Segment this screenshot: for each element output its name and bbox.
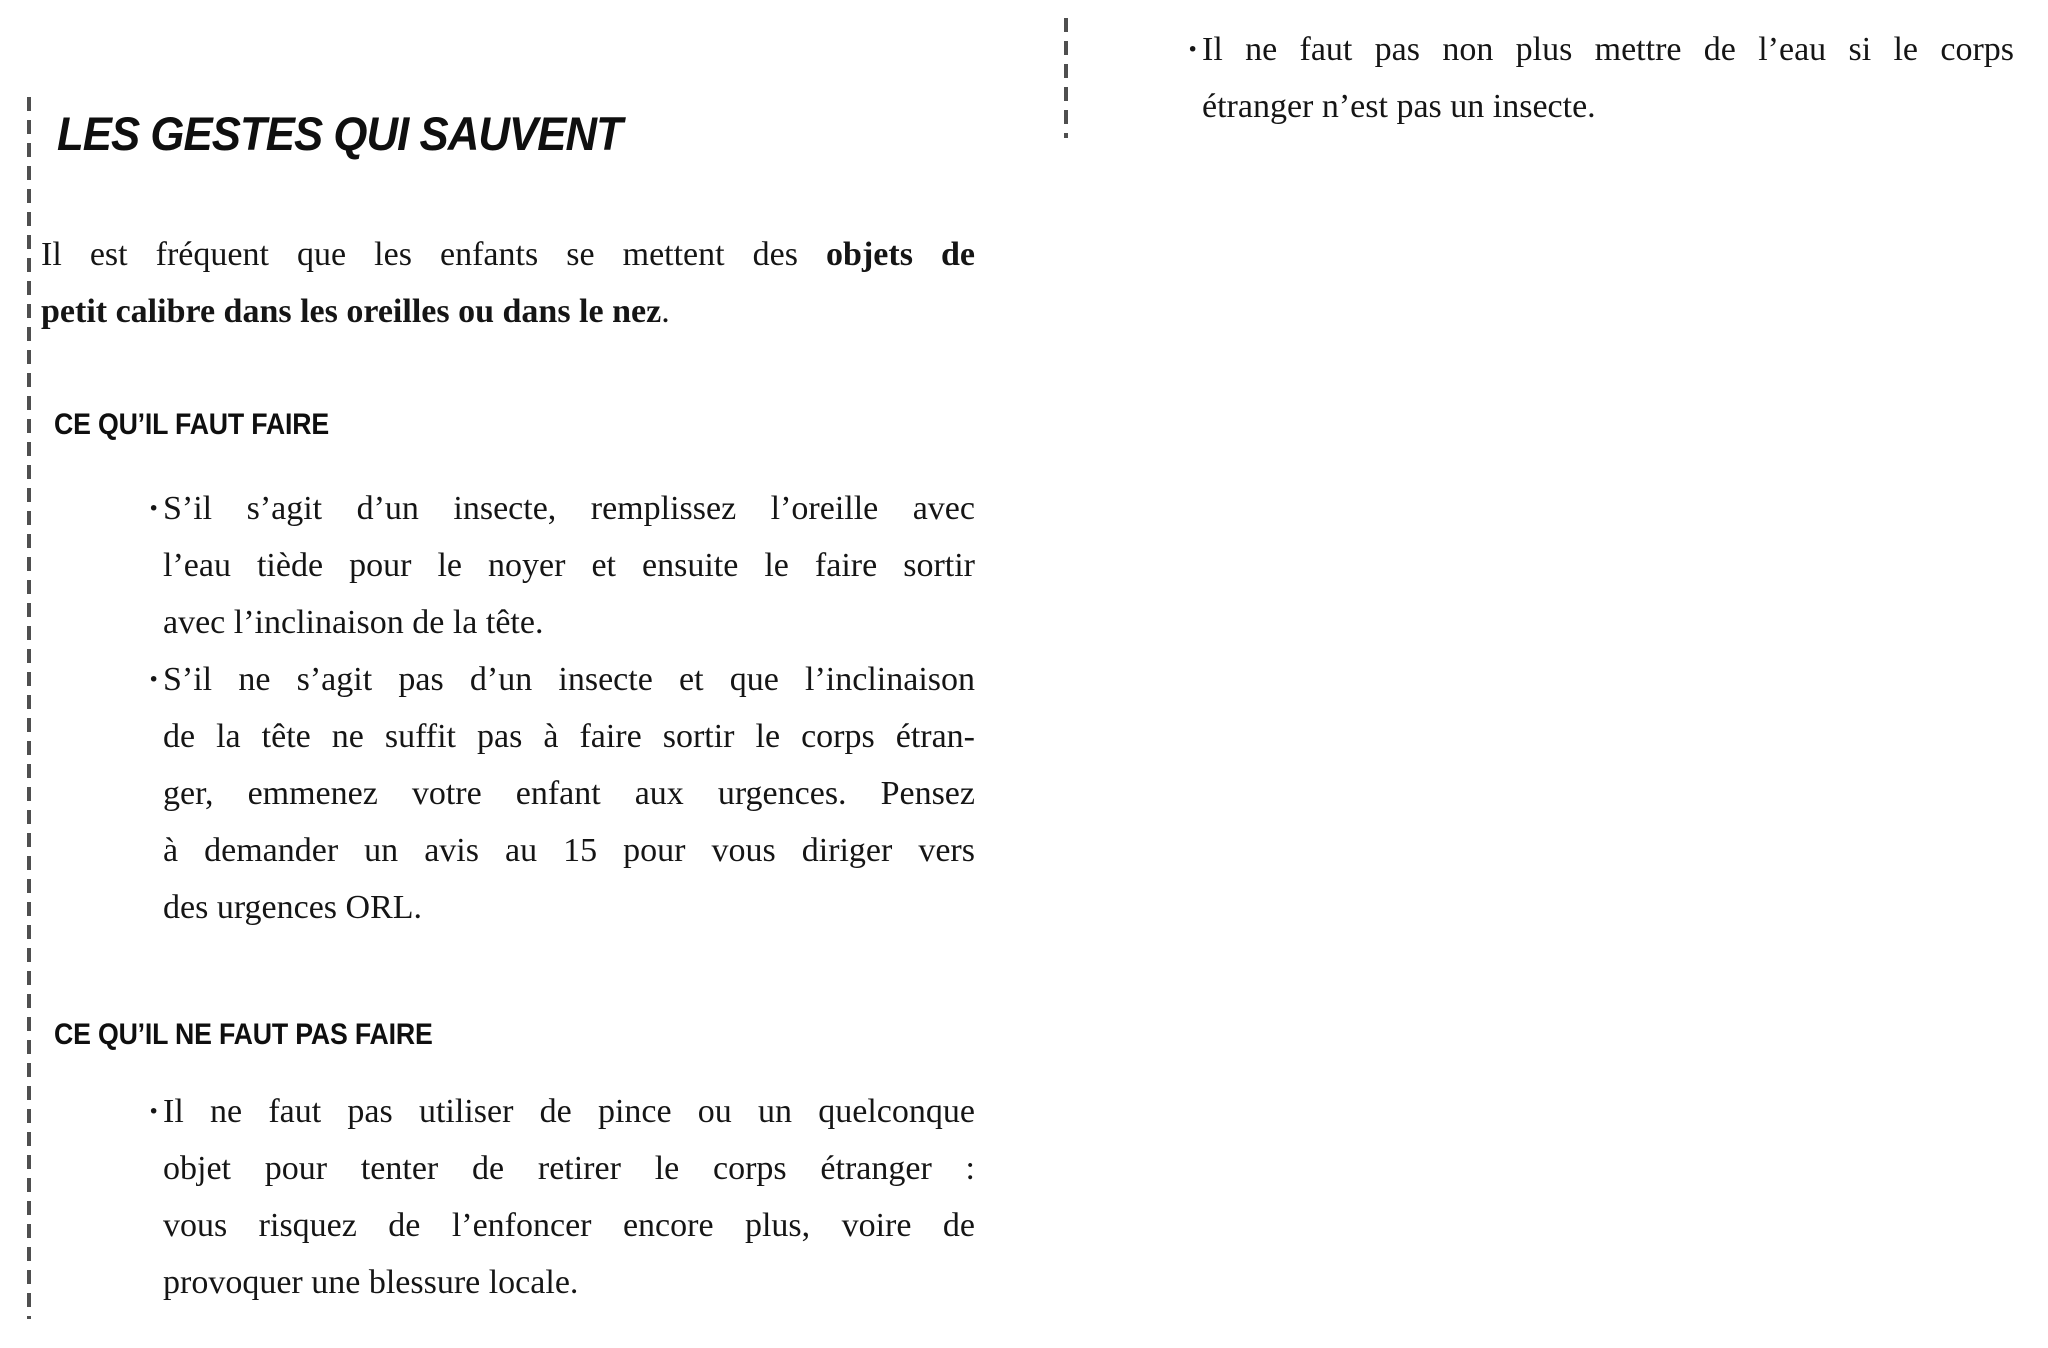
list-item-line: vous risquez de l’enfoncer encore plus, voire de <box>163 1207 975 1244</box>
list-item-line: étranger n’est pas un insecte. <box>1202 88 1596 125</box>
left-section-dashed-border <box>27 97 31 1319</box>
list-item-line: Il ne faut pas non plus mettre de l’eau si le corps <box>1202 31 2014 68</box>
list-item-continuation <box>1080 21 2014 135</box>
list-item-line: S’il ne s’agit pas d’un insecte et que l’inclinaison <box>163 661 975 698</box>
heading-what-to-do: CE QU’IL FAUT FAIRE <box>54 408 330 441</box>
list-item <box>41 480 975 651</box>
intro-line-2-bold: petit calibre dans les oreilles ou dans le nez <box>41 293 662 330</box>
left-column <box>41 0 975 1311</box>
list-item-line: avec l’inclinaison de la tête. <box>163 604 544 641</box>
list-item <box>41 651 975 936</box>
right-column <box>1080 21 2014 135</box>
list-item-line: Il ne faut pas utiliser de pince ou un quelconque <box>163 1093 975 1130</box>
what-not-to-do-list <box>41 1083 975 1311</box>
list-item-line: de la tête ne suffit pas à faire sortir le corps étran- <box>163 718 975 755</box>
bullet-icon: · <box>148 490 160 527</box>
page-title: LES GESTES QUI SAUVENT <box>57 107 622 160</box>
list-item-line: provoquer une blessure locale. <box>163 1264 579 1301</box>
what-to-do-list <box>41 480 975 936</box>
intro-line-2-period: . <box>661 293 670 330</box>
right-section-dashed-border <box>1064 18 1068 138</box>
list-item-line: objet pour tenter de retirer le corps étranger : <box>163 1150 975 1187</box>
list-item-line: des urgences ORL. <box>163 889 423 926</box>
intro-line-1 <box>41 226 975 283</box>
intro-paragraph <box>41 226 975 340</box>
list-item-line: l’eau tiède pour le noyer et ensuite le faire sortir <box>163 547 975 584</box>
list-item-line: à demander un avis au 15 pour vous diriger vers <box>163 832 975 869</box>
bullet-icon: · <box>148 1093 160 1130</box>
bullet-icon: · <box>1187 31 1199 68</box>
heading-what-not-to-do: CE QU’IL NE FAUT PAS FAIRE <box>54 1018 433 1051</box>
intro-line-1-bold: objets de <box>826 236 975 273</box>
list-item <box>41 1083 975 1311</box>
intro-line-2 <box>41 283 975 340</box>
list-item-line: S’il s’agit d’un insecte, remplissez l’oreille avec <box>163 490 975 527</box>
intro-line-1-regular: Il est fréquent que les enfants se mettent des <box>41 236 827 273</box>
bullet-icon: · <box>148 661 160 698</box>
list-item-line: ger, emmenez votre enfant aux urgences. Pensez <box>163 775 975 812</box>
